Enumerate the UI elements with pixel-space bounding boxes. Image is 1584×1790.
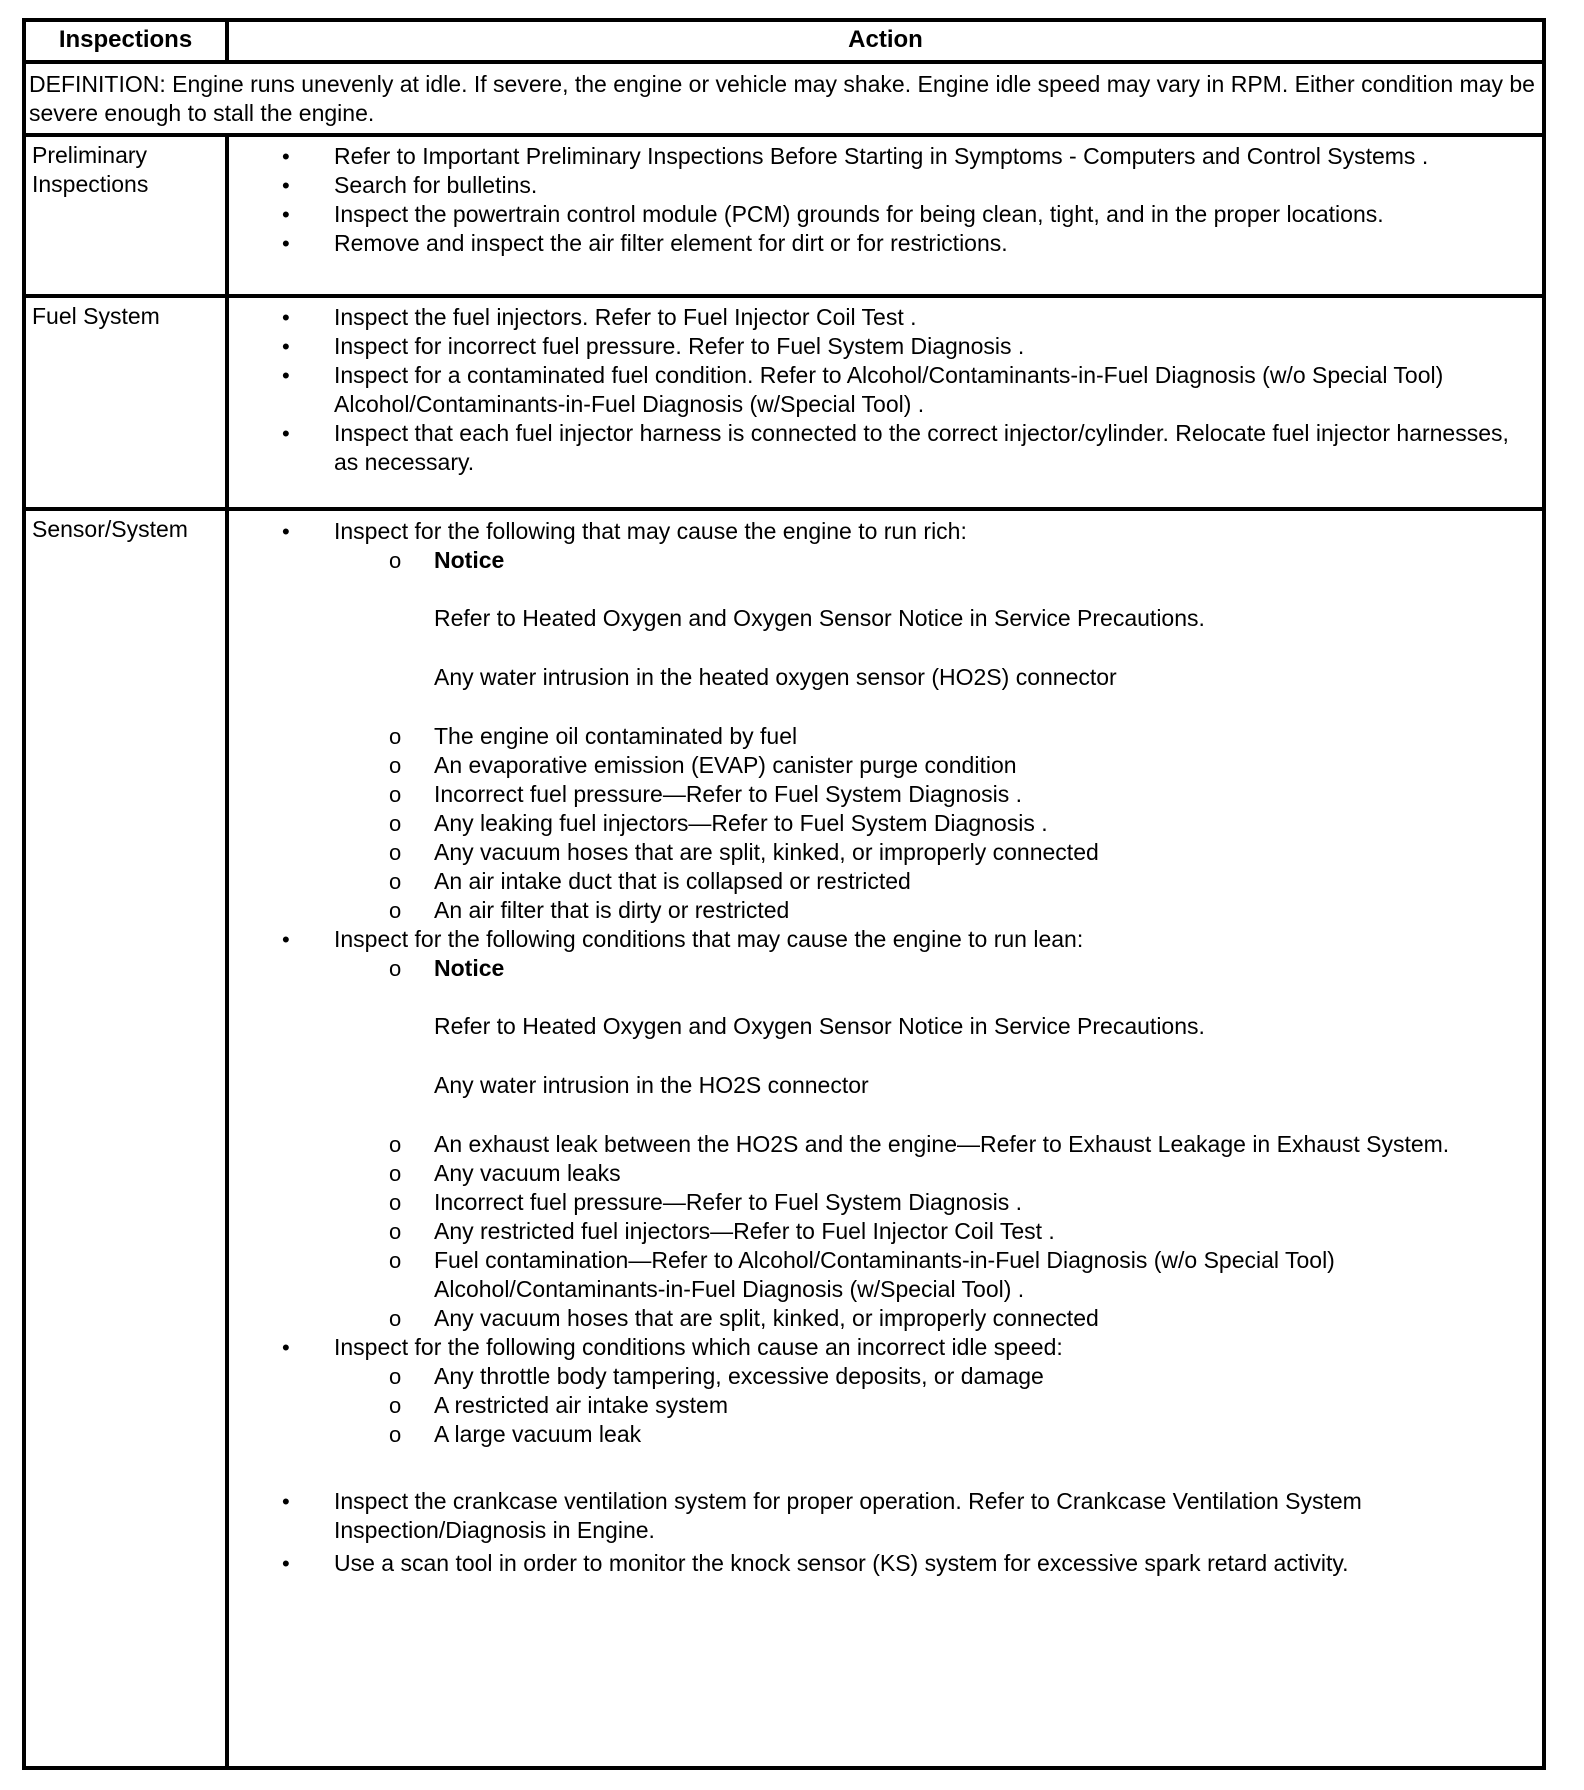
circle-bullet-icon: o xyxy=(389,840,402,865)
circle-bullet-icon: o xyxy=(389,1393,402,1418)
inspection-table xyxy=(22,18,1546,1770)
list-item: • Search for bulletins. xyxy=(282,172,538,198)
table-row-sensor-system xyxy=(26,511,1542,1766)
sub-list-item: o An air intake duct that is collapsed or restricted xyxy=(389,868,911,894)
list-item: • Remove and inspect the air filter element for dirt or for restrictions. xyxy=(282,230,1008,256)
table-header-row xyxy=(26,22,1542,64)
circle-bullet-icon: o xyxy=(389,1422,402,1447)
sub-list-item: o Fuel contamination—Refer to Alcohol/Contaminants-in-Fuel Diagnosis (w/o Special Tool) Alcohol/Contaminants-in-Fuel Diagnosis (w/Special Tool) . xyxy=(389,1247,1335,1302)
sub-list-item: o Incorrect fuel pressure—Refer to Fuel System Diagnosis . xyxy=(389,1189,1023,1215)
circle-bullet-icon: o xyxy=(389,1248,402,1273)
list-item: • Inspect the powertrain control module (PCM) grounds for being clean, tight, and in the proper locations. xyxy=(282,201,1384,227)
bullet-icon: • xyxy=(282,144,290,169)
sub-list-item: o Any restricted fuel injectors—Refer to Fuel Injector Coil Test . xyxy=(389,1218,1055,1244)
circle-bullet-icon: o xyxy=(389,1306,402,1331)
circle-bullet-icon: o xyxy=(389,753,402,778)
table-row-fuel-system xyxy=(26,298,1542,511)
bullet-icon: • xyxy=(282,927,290,952)
list-item: • Inspect for a contaminated fuel condition. Refer to Alcohol/Contaminants-in-Fuel Diagnosis (w/o Special Tool) Alcohol/Contaminants-in-Fuel Diagnosis (w/Special Tool) . xyxy=(282,362,1444,417)
definition-text: DEFINITION: Engine runs unevenly at idle. If severe, the engine or vehicle may shake. Engine idle speed may vary in RPM. Either condition may be severe enough to stall the engine. xyxy=(29,71,1535,126)
definition-row xyxy=(26,64,1542,137)
header-inspections: Inspections xyxy=(26,22,229,60)
list-item: • Inspect the fuel injectors. Refer to Fuel Injector Coil Test . xyxy=(282,304,917,330)
circle-bullet-icon: o xyxy=(389,724,402,749)
bullet-icon: • xyxy=(282,305,290,330)
list-item: • Refer to Important Preliminary Inspections Before Starting in Symptoms - Computers and Control Systems . xyxy=(282,143,1429,169)
notice-title: Notice xyxy=(434,547,505,573)
list-item-rich: • Inspect for the following that may cause the engine to run rich: o Notice Refer to Heated Oxygen and Oxygen Sensor Notice in Service Precautions. Any water intrusion in the heated oxygen sensor (HO2S) connector o The engine oil contaminated by fuel o An evaporative emission (EVAP) canister purge condition o Incorrect fuel pressure—Refer to Fuel System Diagnosis . o Any leaking fuel injectors—Refer to Fuel System Diagnosis . o Any vacuum hoses that are split, kinked, or improperly connected o An air intake duct that is collapsed or restricted o An air filter that is dirty or restricted xyxy=(229,517,1542,925)
circle-bullet-icon: o xyxy=(389,1132,402,1157)
label-fuel-system: Fuel System xyxy=(26,298,229,507)
circle-bullet-icon: o xyxy=(389,869,402,894)
bullet-icon: • xyxy=(282,1489,290,1514)
circle-bullet-icon: o xyxy=(389,1190,402,1215)
list-item-idle: • Inspect for the following conditions which cause an incorrect idle speed: o Any throttle body tampering, excessive deposits, or damage o A restricted air intake system o A large vacuum leak xyxy=(229,1333,1542,1487)
circle-bullet-icon: o xyxy=(389,811,402,836)
list-item-knock: • Use a scan tool in order to monitor the knock sensor (KS) system for excessive spark retard activity. xyxy=(282,1550,1349,1576)
sub-list-item: o Any vacuum leaks xyxy=(389,1160,621,1186)
bullet-icon: • xyxy=(282,519,290,544)
notice-item xyxy=(334,546,1528,722)
sub-list-item: o An air filter that is dirty or restricted xyxy=(389,897,790,923)
sub-list-item: o Any throttle body tampering, excessive deposits, or damage xyxy=(389,1363,1044,1389)
sub-list-item: o The engine oil contaminated by fuel xyxy=(389,723,798,749)
sub-list-item: o An exhaust leak between the HO2S and the engine—Refer to Exhaust Leakage in Exhaust System. xyxy=(389,1131,1450,1157)
sub-list-item: o A restricted air intake system xyxy=(389,1392,728,1418)
sub-list-item: o Any vacuum hoses that are split, kinked, or improperly connected xyxy=(389,1305,1099,1331)
circle-bullet-icon: o xyxy=(389,956,402,981)
notice-item xyxy=(334,954,1528,1130)
list-item: • Inspect that each fuel injector harness is connected to the correct injector/cylinder. Relocate fuel injector harnesses, as necessary. xyxy=(282,420,1509,475)
header-action: Action xyxy=(848,26,923,53)
bullet-icon: • xyxy=(282,1335,290,1360)
bullet-icon: • xyxy=(282,231,290,256)
bullet-icon: • xyxy=(282,421,290,446)
list-item-crankcase: • Inspect the crankcase ventilation system for proper operation. Refer to Crankcase Ventilation System Inspection/Diagnosis in Engine. xyxy=(282,1488,1362,1543)
circle-bullet-icon: o xyxy=(389,548,402,573)
notice-item-text: Any water intrusion in the heated oxygen sensor (HO2S) connector xyxy=(434,664,1117,690)
circle-bullet-icon: o xyxy=(389,782,402,807)
notice-title: Notice xyxy=(434,955,505,981)
list-item-lean: • Inspect for the following conditions that may cause the engine to run lean: o Notice Refer to Heated Oxygen and Oxygen Sensor Notice in Service Precautions. Any water intrusion in the HO2S connector o An exhaust leak between the HO2S and the engine—Refer to Exhaust Leakage in Exhaust System. o Any vacuum leaks o Incorrect fuel pressure—Refer to Fuel System Diagnosis . o Any restricted fuel injectors—Refer to Fuel Injector Coil Test . o Fuel contamination—Refer to Alcohol/Contaminants-in-Fuel Diagnosis (w/o Special Tool) Alcohol/Contaminants-in-Fuel Diagnosis (w/Special Tool) . o Any vacuum hoses that are split, kinked, or improperly connected xyxy=(229,925,1542,1333)
notice-text: Refer to Heated Oxygen and Oxygen Sensor Notice in Service Precautions. xyxy=(434,1013,1205,1039)
sub-list-item: o Incorrect fuel pressure—Refer to Fuel System Diagnosis . xyxy=(389,781,1023,807)
bullet-icon: • xyxy=(282,363,290,388)
sub-list-item: o An evaporative emission (EVAP) canister purge condition xyxy=(389,752,1017,778)
circle-bullet-icon: o xyxy=(389,1219,402,1244)
bullet-icon: • xyxy=(282,202,290,227)
label-preliminary: Preliminary Inspections xyxy=(26,137,229,294)
sub-list-item: o Any vacuum hoses that are split, kinked, or improperly connected xyxy=(389,839,1099,865)
sub-list-item: o A large vacuum leak xyxy=(389,1421,642,1447)
notice-item-text: Any water intrusion in the HO2S connector xyxy=(434,1072,869,1098)
notice-text: Refer to Heated Oxygen and Oxygen Sensor Notice in Service Precautions. xyxy=(434,605,1205,631)
bullet-icon: • xyxy=(282,334,290,359)
list-item: • Inspect for incorrect fuel pressure. Refer to Fuel System Diagnosis . xyxy=(282,333,1025,359)
bullet-icon: • xyxy=(282,173,290,198)
bullet-icon: • xyxy=(282,1551,290,1576)
circle-bullet-icon: o xyxy=(389,1364,402,1389)
circle-bullet-icon: o xyxy=(389,1161,402,1186)
table-row-preliminary xyxy=(26,137,1542,298)
label-sensor-system: Sensor/System xyxy=(26,511,229,1766)
circle-bullet-icon: o xyxy=(389,898,402,923)
sub-list-item: o Any leaking fuel injectors—Refer to Fuel System Diagnosis . xyxy=(389,810,1048,836)
